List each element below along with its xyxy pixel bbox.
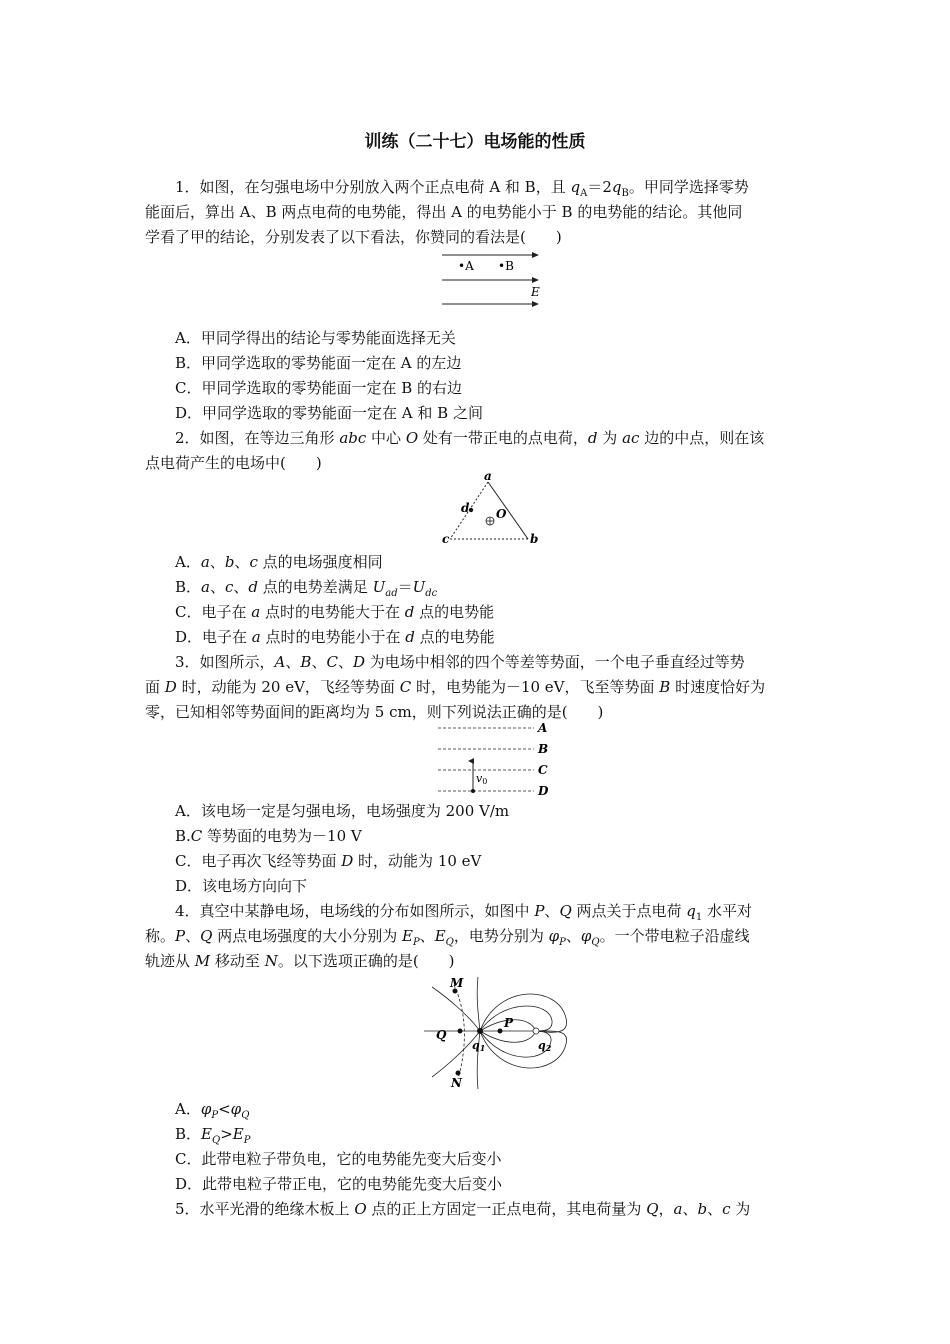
field-line-up xyxy=(477,977,480,1031)
field-line-loop-outer-top xyxy=(480,994,567,1032)
q4-line-1: 4．真空中某静电场，电场线的分布如图所示，如图中 P、Q 两点关于点电荷 $q_1$ 水平对 xyxy=(175,902,753,923)
q2-option-a: A．a、b、c 点的电场强度相同 xyxy=(175,553,383,571)
label-p: P xyxy=(504,1016,514,1030)
charge-q2 xyxy=(533,1028,539,1034)
v0-label: v0 xyxy=(476,772,488,786)
field-line-loop-outer-bottom xyxy=(480,1031,567,1068)
q4-line-3: 轨迹从 M 移动至 N。以下选项正确的是( ) xyxy=(145,952,455,970)
center-o-label: O xyxy=(496,507,507,521)
q4-option-b: B．$E_Q>E_P$ xyxy=(175,1125,251,1146)
q1-figure-uniform-field xyxy=(430,247,560,309)
vertex-c-label: c xyxy=(442,532,450,546)
point-q xyxy=(458,1029,463,1034)
q1-option-b: B．甲同学选取的零势能面一定在 A 的左边 xyxy=(175,354,462,372)
label-c: C xyxy=(538,763,548,777)
q3-line-2: 面 D 时，动能为 20 eV，飞经等势面 C 时，电势能为－10 eV，飞至等势面 B 时速度恰好为 xyxy=(145,678,766,696)
point-a-label: •A xyxy=(458,259,474,273)
electron-dot xyxy=(471,789,475,793)
label-m: M xyxy=(450,976,464,990)
q3-option-d: D．该电场方向向下 xyxy=(175,877,308,895)
point-p xyxy=(498,1029,503,1034)
page-title: 训练（二十七）电场能的性质 xyxy=(364,132,586,152)
q4-line-2: 称。P、Q 两点电场强度的大小分别为 $E_P$、$E_Q$，电势分别为 $\varphi_P$、$\varphi_Q$。一个带电粒子沿虚线 xyxy=(145,927,750,948)
q4-option-a: A．$\varphi_P<\varphi_Q$ xyxy=(175,1100,250,1121)
label-a: A xyxy=(538,721,548,735)
label-q2: q2 xyxy=(538,1039,552,1053)
field-e-label: E xyxy=(531,285,540,299)
q2-option-b: B．a、c、d 点的电势差满足 $U_{ad}=U_{dc}$ xyxy=(175,578,438,599)
q1-option-c: C．甲同学选取的零势能面一定在 B 的右边 xyxy=(175,379,463,397)
label-n: N xyxy=(451,1076,462,1090)
q3-option-a: A．该电场一定是匀强电场，电场强度为 200 V/m xyxy=(175,802,510,820)
label-b: B xyxy=(538,742,549,756)
q3-option-c: C．电子再次飞经等势面 D 时，动能为 10 eV xyxy=(175,852,482,870)
charge-q1 xyxy=(477,1028,483,1034)
q2-option-c: C．电子在 a 点时的电势能大于在 d 点的电势能 xyxy=(175,603,495,621)
vertex-b-label: b xyxy=(530,532,539,546)
q2-line-2: 点电荷产生的电场中( ) xyxy=(145,454,322,472)
q2-figure-triangle xyxy=(440,470,550,548)
q1-option-d: D．甲同学选取的零势能面一定在 A 和 B 之间 xyxy=(175,404,483,422)
q3-option-b: B.C 等势面的电势为－10 V xyxy=(175,827,362,845)
point-d-label: d xyxy=(461,501,470,515)
point-d xyxy=(469,508,473,512)
q4-figure-field-lines xyxy=(418,973,578,1091)
q5-line-1: 5．水平光滑的绝缘木板上 O 点的正上方固定一正点电荷，其电荷量为 Q，a、b、c 为 xyxy=(175,1200,751,1218)
q2-line-1: 2．如图，在等边三角形 abc 中心 O 处有一带正电的点电荷，d 为 ac 边的中点，则在该 xyxy=(175,429,765,447)
q4-option-d: D．此带电粒子带正电，它的电势能先变大后变小 xyxy=(175,1175,503,1193)
label-d: D xyxy=(538,784,549,798)
field-line-loop-mid-top xyxy=(480,1006,552,1031)
label-q1: q1 xyxy=(472,1039,486,1053)
q3-line-1: 3．如图所示，A、B、C、D 为电场中相邻的四个等差等势面，一个电子垂直经过等势 xyxy=(175,653,745,671)
q3-figure-equipotentials xyxy=(430,720,560,798)
q4-option-c: C．此带电粒子带负电，它的电势能先变大后变小 xyxy=(175,1150,502,1168)
field-line-left-up xyxy=(432,987,480,1031)
vertex-a-label: a xyxy=(484,470,492,483)
q1-line-2: 能面后，算出 A、B 两点电荷的电势能，得出 A 的电势能小于 B 的电势能的结论。其他同 xyxy=(145,203,743,221)
q3-line-3: 零，已知相邻等势面间的距离均为 5 cm，则下列说法正确的是( ) xyxy=(145,703,604,721)
q2-option-d: D．电子在 a 点时的电势能小于在 d 点的电势能 xyxy=(175,628,495,646)
point-b-label: •B xyxy=(498,259,514,273)
point-n xyxy=(456,1071,461,1076)
label-q: Q xyxy=(436,1028,447,1042)
q1-option-a: A．甲同学得出的结论与零势能面选择无关 xyxy=(175,329,456,347)
q1-line-1: 1．如图，在匀强电场中分别放入两个正点电荷 A 和 B，且 $q_A=2q_B$。甲同学选择零势 xyxy=(175,178,749,199)
triangle-side-ab xyxy=(488,482,528,539)
q1-line-3: 学看了甲的结论，分别发表了以下看法，你赞同的看法是( ) xyxy=(145,228,562,246)
